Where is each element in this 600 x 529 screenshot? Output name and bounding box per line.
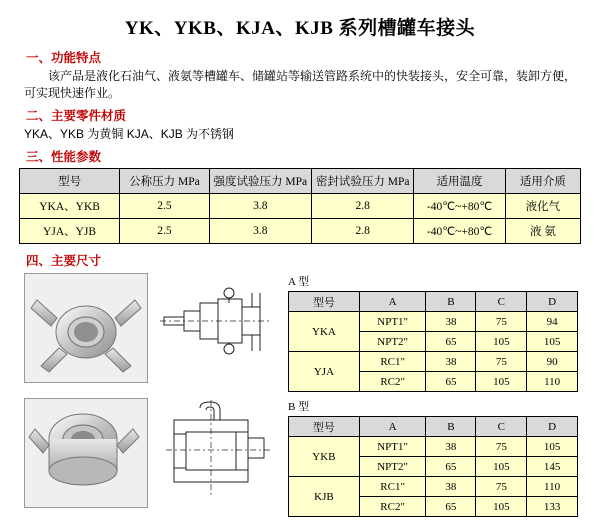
section-heading-material: 二、主要零件材质 xyxy=(26,109,127,123)
dimension-table-wrap-a xyxy=(288,273,578,392)
table-row xyxy=(289,312,578,332)
table-header-row xyxy=(289,417,578,437)
cell-model: YKA xyxy=(289,312,360,352)
col-b: B xyxy=(426,417,476,437)
dimension-table-wrap-b xyxy=(288,398,578,517)
cell-model: YKB xyxy=(289,437,360,477)
cell-a: RC2" xyxy=(359,497,426,517)
cell-b: 65 xyxy=(426,372,476,392)
cell-nominal-pressure: 2.5 xyxy=(120,219,209,244)
material-paragraph: YKA、YKB 为黄铜 KJA、KJB 为不锈钢 xyxy=(24,127,235,141)
cell-temperature: -40℃~+80℃ xyxy=(414,219,505,244)
col-model: 型号 xyxy=(289,417,360,437)
cell-a: RC1" xyxy=(359,352,426,372)
col-c: C xyxy=(476,292,527,312)
table-header-row xyxy=(289,292,578,312)
cell-b: 38 xyxy=(426,477,476,497)
performance-table xyxy=(19,168,581,244)
dimension-table-a xyxy=(288,291,578,392)
cell-c: 75 xyxy=(476,437,527,457)
cell-a: NPT2" xyxy=(359,332,426,352)
col-b: B xyxy=(426,292,476,312)
cell-b: 65 xyxy=(426,332,476,352)
cell-c: 105 xyxy=(476,497,527,517)
col-d: D xyxy=(527,417,578,437)
cell-b: 38 xyxy=(426,352,476,372)
table-row xyxy=(20,194,581,219)
cell-seal-test-pressure: 2.8 xyxy=(311,219,413,244)
section-heading-dimension: 四、主要尺寸 xyxy=(26,254,102,268)
document-page xyxy=(0,13,600,529)
cell-temperature: -40℃~+80℃ xyxy=(414,194,505,219)
cell-model: YKA、YKB xyxy=(20,194,120,219)
cell-strength-test-pressure: 3.8 xyxy=(209,219,311,244)
col-c: C xyxy=(476,417,527,437)
cell-strength-test-pressure: 3.8 xyxy=(209,194,311,219)
col-seal-test-pressure: 密封试验压力 MPa xyxy=(311,169,413,194)
table-row xyxy=(20,219,581,244)
section-heading-performance: 三、性能参数 xyxy=(26,150,102,164)
col-model: 型号 xyxy=(289,292,360,312)
cell-medium: 液化气 xyxy=(505,194,580,219)
section-heading-features: 一、功能特点 xyxy=(26,51,102,65)
cell-c: 105 xyxy=(476,457,527,477)
cell-a: NPT2" xyxy=(359,457,426,477)
cell-c: 75 xyxy=(476,477,527,497)
cell-nominal-pressure: 2.5 xyxy=(120,194,209,219)
dimension-block-b xyxy=(24,398,590,517)
cell-model: YJA xyxy=(289,352,360,392)
cell-medium: 液 氨 xyxy=(505,219,580,244)
cell-d: 133 xyxy=(527,497,578,517)
cell-d: 90 xyxy=(527,352,578,372)
cell-a: RC2" xyxy=(359,372,426,392)
col-medium: 适用介质 xyxy=(505,169,580,194)
cell-d: 105 xyxy=(527,332,578,352)
cell-d: 94 xyxy=(527,312,578,332)
cell-c: 75 xyxy=(476,312,527,332)
technical-drawing-b xyxy=(156,398,276,506)
type-label-a: A 型 xyxy=(288,276,310,288)
col-strength-test-pressure: 强度试验压力 MPa xyxy=(209,169,311,194)
cell-b: 65 xyxy=(426,497,476,517)
col-temperature: 适用温度 xyxy=(414,169,505,194)
cell-b: 38 xyxy=(426,312,476,332)
col-a: A xyxy=(359,417,426,437)
cell-d: 110 xyxy=(527,372,578,392)
col-d: D xyxy=(527,292,578,312)
dimension-table-b xyxy=(288,416,578,517)
table-row xyxy=(289,477,578,497)
dimension-blocks xyxy=(24,273,590,517)
dimension-block-a xyxy=(24,273,590,392)
features-paragraph: 该产品是液化石油气、液氨等槽罐车、储罐站等输送管路系统中的快装接头，安全可靠，装卸方便，可实现快速作业。 xyxy=(24,69,577,100)
cell-d: 110 xyxy=(527,477,578,497)
product-photo-b xyxy=(24,398,148,508)
cell-b: 38 xyxy=(426,437,476,457)
table-row xyxy=(289,437,578,457)
page-title: YK、YKB、KJA、KJB 系列槽罐车接头 xyxy=(124,18,476,39)
col-a: A xyxy=(359,292,426,312)
cell-a: NPT1" xyxy=(359,312,426,332)
cell-c: 75 xyxy=(476,352,527,372)
cell-seal-test-pressure: 2.8 xyxy=(311,194,413,219)
table-row xyxy=(289,352,578,372)
product-photo-a xyxy=(24,273,148,383)
cell-b: 65 xyxy=(426,457,476,477)
cell-a: RC1" xyxy=(359,477,426,497)
cell-d: 105 xyxy=(527,437,578,457)
cell-d: 145 xyxy=(527,457,578,477)
type-label-b: B 型 xyxy=(288,401,310,413)
cell-a: NPT1" xyxy=(359,437,426,457)
cell-c: 105 xyxy=(476,332,527,352)
cell-model: YJA、YJB xyxy=(20,219,120,244)
col-model: 型号 xyxy=(20,169,120,194)
technical-drawing-a xyxy=(156,273,276,381)
col-nominal-pressure: 公称压力 MPa xyxy=(120,169,209,194)
table-header-row xyxy=(20,169,581,194)
cell-c: 105 xyxy=(476,372,527,392)
cell-model: KJB xyxy=(289,477,360,517)
